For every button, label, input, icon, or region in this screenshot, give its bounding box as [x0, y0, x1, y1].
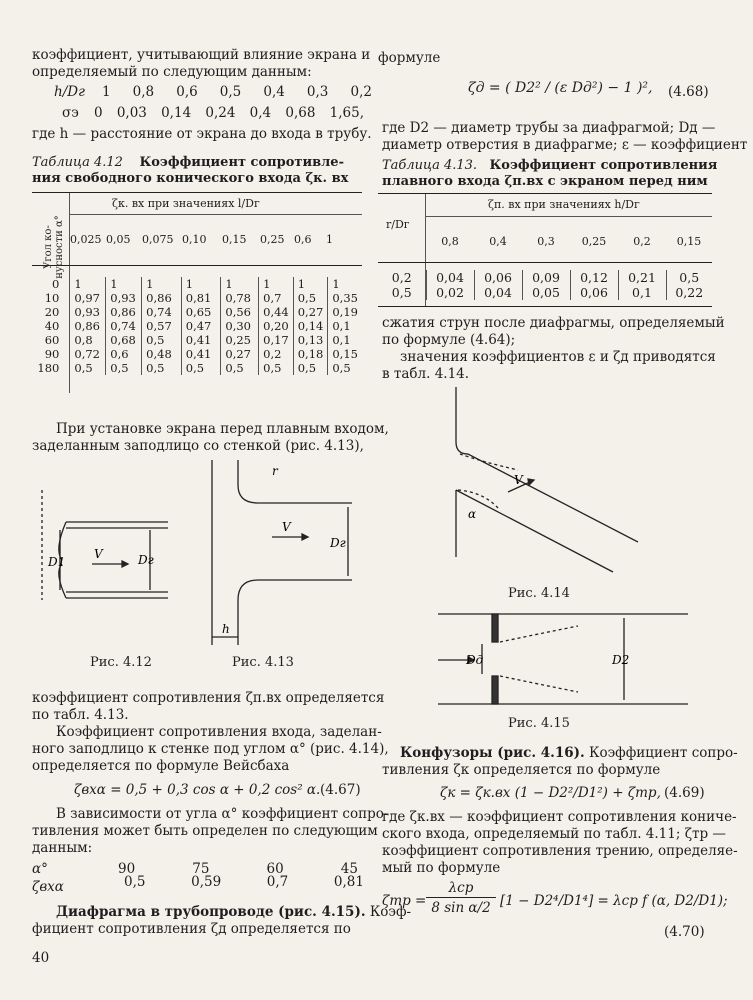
fig412-caption: Рис. 4.12 [90, 655, 152, 670]
table412-cell: 0,1 [328, 319, 362, 333]
table413-top-rule [378, 193, 712, 194]
formula-4-68-number: (4.68) [668, 84, 709, 100]
table412-cell: 0,41 [181, 333, 221, 347]
table412-angle-cell: 90 [44, 347, 60, 361]
table412-row [32, 305, 362, 319]
table412-cell: 0,8 [70, 333, 106, 347]
fig414-pipe-top [456, 442, 638, 542]
fig414-pipe-bottom [456, 490, 613, 572]
formula-4-69: ζк = ζк.вх (1 − D2²/D1²) + ζтр, [440, 785, 661, 801]
table412-cell: 0,74 [106, 319, 142, 333]
table413-cell: 0,04 [426, 270, 474, 285]
fig414-caption: Рис. 4.14 [508, 586, 570, 601]
table412-cell: 1 [70, 277, 106, 291]
table413-caption-line2 [382, 174, 708, 189]
left-para1-line2: определяемый по следующим данным: [32, 64, 312, 80]
alpha-value: 90 [118, 861, 136, 877]
h-row-label: h/Dг [54, 84, 85, 100]
left-para5-line3: данным: [32, 840, 93, 856]
table412-col-header: 1 [326, 233, 333, 246]
left-para4-line1: Коэффициент сопротивления входа, заделан- [56, 724, 382, 740]
table413-cell: 0,12 [570, 270, 618, 285]
table412-col-header: 0,15 [222, 233, 247, 246]
zeta-row-label: ζвхα [32, 879, 64, 895]
table413-bottom-rule [378, 306, 712, 307]
left-para6-line1-rest: Коэф- [369, 904, 412, 920]
fig415-dd-label: Dд [466, 653, 484, 667]
figure-4-12 [32, 480, 182, 620]
left-para6-line2: фициент сопротивления ζд определяется по [32, 921, 351, 937]
table413-caption-title2: плавного входа ζп.вх с экраном перед ним [382, 174, 708, 189]
figure-4-15 [428, 604, 698, 714]
right-para3-line2: тивления ζк определяется по формуле [382, 762, 661, 778]
table412-cell: 0,86 [70, 319, 106, 333]
table412-angle-cell: 60 [44, 333, 60, 347]
sigma-value: 0,4 [249, 105, 272, 121]
table413-cell: 0,5 [666, 270, 712, 285]
table412-cell: 0,93 [70, 305, 106, 319]
table412-row [32, 347, 362, 361]
table412-cell: 0,86 [142, 291, 182, 305]
formula-4-68: ζд = ( D2² / (ε Dд²) − 1 )², [468, 80, 653, 96]
sigma-value: 0,68 [285, 105, 316, 121]
table412-caption-line2 [32, 171, 348, 186]
sigma-row-label: σэ [62, 105, 79, 121]
table412-cell: 0,5 [70, 361, 106, 375]
table412-cell: 0,17 [259, 333, 294, 347]
table412-caption-line1 [32, 155, 344, 170]
table412-cell: 0,5 [293, 291, 328, 305]
right-para4-line2: ского входа, определяемый по табл. 4.11; ζтр — [382, 826, 726, 842]
table412-col-header: 0,075 [142, 233, 174, 246]
table413-body [378, 270, 712, 300]
fig414-v-arrowhead [528, 479, 534, 485]
table412-corner-label: Угол ко-нусности α° [43, 215, 65, 279]
table412-angle-cell: 180 [37, 361, 60, 375]
left-para5-line1: В зависимости от угла α° коэффициент сопро- [56, 806, 389, 822]
table412-cell: 1 [293, 277, 328, 291]
h-value: 0,4 [263, 84, 285, 100]
table413-row [378, 285, 712, 300]
table412-group-header: ζк. вх при значениях l/Dг [112, 197, 260, 210]
alpha-value: 75 [192, 861, 210, 877]
table413-header-row [426, 235, 712, 248]
h-value: 0,8 [132, 84, 155, 100]
alpha-row-label: α° [32, 861, 48, 877]
fig412-d1-label: D1 [48, 555, 66, 569]
table412-cell: 0,5 [221, 361, 259, 375]
formula-4-67-number: (4.67) [320, 782, 361, 798]
table412-cell: 1 [106, 277, 142, 291]
table412-cell: 0,81 [181, 291, 221, 305]
table413-cell: 0,05 [522, 285, 570, 300]
table412-cell: 0,57 [142, 319, 182, 333]
fig412-v-arrowhead [122, 561, 128, 567]
table412-group-rule [70, 214, 362, 215]
right-para2-line3: значения коэффициентов ε и ζд приводятся [400, 349, 716, 365]
table413-corner-label: r/Dг [386, 218, 410, 231]
table412-col-header: 0,025 [70, 233, 102, 246]
table413-r-cell: 0,5 [391, 285, 412, 300]
left-para3-line1: коэффициент сопротивления ζп.вх определяется [32, 690, 385, 706]
table412-angle-cell: 0 [52, 277, 60, 291]
table412-cell: 1 [328, 277, 362, 291]
table412-cell: 0,20 [259, 319, 294, 333]
table412-cell: 0,5 [293, 361, 328, 375]
table412-cell: 0,5 [142, 361, 182, 375]
h-value: 0,3 [306, 84, 329, 100]
table412-cell: 1 [259, 277, 294, 291]
fig414-flow-line-top [460, 454, 518, 470]
fig413-caption: Рис. 4.13 [232, 655, 294, 670]
fig414-alpha-label: α [468, 507, 477, 521]
h-value: 0,6 [176, 84, 198, 100]
zeta-value: 0,5 [124, 874, 146, 890]
fig415-plate-bottom [492, 676, 498, 704]
table412-cell: 0,41 [181, 347, 221, 361]
table412-cell: 0,7 [259, 291, 294, 305]
table412-cell: 0,5 [181, 361, 221, 375]
fig412-dr-label: Dг [138, 553, 154, 567]
right-para4-line4: мый по формуле [382, 860, 501, 876]
table412-cell: 0,27 [221, 347, 259, 361]
table412-header-rule [32, 265, 362, 266]
table412-cell: 0,27 [293, 305, 328, 319]
fig414-flow-line [458, 490, 498, 508]
table412-cell: 0,5 [106, 361, 142, 375]
table412-cell: 0,18 [293, 347, 328, 361]
table412-cell: 0,19 [328, 305, 362, 319]
table412-cell: 0,72 [70, 347, 106, 361]
fig413-r-label: r [272, 464, 278, 478]
table412-cell: 0,68 [106, 333, 142, 347]
h-values-row [102, 84, 372, 101]
table413-cell: 0,22 [666, 285, 712, 300]
sigma-value: 0,14 [161, 105, 192, 121]
table412-col-header: 0,05 [106, 233, 131, 246]
right-para3-line1-rest: Коэффициент сопро- [589, 745, 738, 761]
sigma-value: 0,03 [116, 105, 147, 121]
h-value: 0,2 [350, 84, 372, 100]
table413-cell: 0,1 [618, 285, 666, 300]
fig413-dr-label: Dг [330, 536, 346, 550]
right-top-word: формуле [378, 50, 441, 66]
table412-angle-cell: 10 [44, 291, 60, 305]
fig415-d2-label: D2 [612, 653, 630, 667]
fig413-v-arrowhead [302, 534, 308, 540]
left-para1-line1: коэффициент, учитывающий влияние экрана и [32, 47, 371, 63]
left-para3-line2: по табл. 4.13. [32, 707, 129, 723]
table412-row [32, 361, 362, 375]
table413-col-header: 0,4 [489, 235, 507, 248]
fig413-pipe-bottom [238, 580, 352, 600]
table412-row [32, 291, 362, 305]
figure-4-14 [438, 382, 698, 582]
table412-caption-title2: ния свободного конического входа ζк. вх [32, 171, 349, 186]
table412-cell: 0,14 [293, 319, 328, 333]
formula-4-70-number: (4.70) [664, 924, 705, 940]
table412-cell: 1 [142, 277, 182, 291]
table413-col-header: 0,15 [676, 235, 702, 248]
table412-cell: 0,35 [328, 291, 362, 305]
confusor-heading: Конфузоры (рис. 4.16). [400, 745, 585, 761]
table412-row [32, 277, 362, 291]
table413-cell: 0,09 [522, 270, 570, 285]
table413-col-header: 0,3 [537, 235, 555, 248]
table412-col-header: 0,10 [182, 233, 207, 246]
table412-top-rule [32, 192, 362, 193]
right-para4-line1: где ζк.вх — коэффициент сопротивления кониче- [382, 809, 737, 825]
table412-cell: 0,86 [106, 305, 142, 319]
table412-cell: 0,30 [221, 319, 259, 333]
table412-cell: 0,5 [142, 333, 182, 347]
fig412-v-label: V [94, 547, 103, 561]
sigma-value: 0,24 [205, 105, 236, 121]
table413-cell: 0,21 [618, 270, 666, 285]
right-para4-line3: коэффициент сопротивления трению, определяе- [382, 843, 738, 859]
table412-cell: 0,97 [70, 291, 106, 305]
table413-cell: 0,06 [570, 285, 618, 300]
table412-col-header: 0,6 [294, 233, 312, 246]
zeta-value: 0,7 [266, 874, 289, 890]
fig415-plate-top [492, 614, 498, 642]
table413-group-header: ζп. вх при значениях h/Dг [488, 198, 640, 211]
sigma-value: 1,65, [329, 105, 364, 121]
formula-4-70-numerator: λср [426, 880, 496, 898]
table412 [32, 277, 362, 375]
right-para1-line1: где D2 — диаметр трубы за диафрагмой; Dд — [382, 120, 716, 136]
table413-caption-title: Коэффициент сопротивления [489, 158, 718, 173]
table413-cell: 0,06 [474, 270, 522, 285]
table412-cell: 0,74 [142, 305, 182, 319]
table412-cell: 0,13 [293, 333, 328, 347]
right-para2-line1: сжатия струн после диафрагмы, определяемый [382, 315, 725, 331]
table412-cell: 0,5 [328, 361, 362, 375]
fig415-flow-bottom [500, 676, 578, 692]
fig414-v-label: V [514, 473, 523, 487]
table412-caption-num: Таблица 4.12 [32, 155, 123, 170]
table413-col-header: 0,2 [633, 235, 651, 248]
sigma-values-row [94, 105, 364, 122]
table412-row [32, 333, 362, 347]
left-para1-line3: где h — расстояние от экрана до входа в трубу. [32, 126, 372, 142]
zeta-value: 0,59 [191, 874, 222, 890]
table412-header-row [70, 233, 362, 246]
left-para2-line2: заделанным заподлицо со стенкой (рис. 4.13), [32, 438, 364, 454]
fig415-flow-top [500, 626, 578, 642]
table412-caption-title: Коэффициент сопротивле- [139, 155, 344, 170]
table412-cell: 0,65 [181, 305, 221, 319]
table413-row [378, 270, 712, 285]
table412-cell: 0,2 [259, 347, 294, 361]
right-para2-line2: по формуле (4.64); [382, 332, 516, 348]
zeta-values-row [124, 874, 364, 891]
h-value: 0,5 [219, 84, 242, 100]
zeta-value: 0,81 [333, 874, 364, 890]
h-value: 1 [102, 84, 111, 100]
table412-cell: 0,5 [259, 361, 294, 375]
table412-cell: 0,6 [106, 347, 142, 361]
right-para2-line4: в табл. 4.14. [382, 366, 470, 382]
right-para1-line2: диаметр отверстия в диафрагме; ε — коэффициент [382, 137, 748, 153]
table412-angle-cell: 20 [44, 305, 60, 319]
table413-group-rule [426, 216, 712, 217]
table412-cell: 0,25 [221, 333, 259, 347]
fig415-caption: Рис. 4.15 [508, 716, 570, 731]
formula-4-69-number: (4.69) [664, 785, 705, 801]
alpha-value: 45 [340, 861, 358, 877]
diaphragm-heading: Диафрагма в трубопроводе (рис. 4.15). [56, 904, 366, 920]
alpha-value: 60 [266, 861, 284, 877]
table413-cell: 0,02 [426, 285, 474, 300]
left-para6-line1 [56, 904, 411, 921]
table413 [378, 270, 712, 300]
fig413-v-label: V [282, 520, 291, 534]
left-para2-line1: При установке экрана перед плавным входом, [56, 421, 389, 437]
right-para3-line1 [400, 745, 738, 762]
fig413-h-label: h [222, 622, 230, 636]
sigma-value: 0 [94, 105, 103, 121]
table413-r-cell: 0,2 [391, 270, 412, 285]
table412-row [32, 319, 362, 333]
left-para4-line3: определяется по формуле Вейсбаха [32, 758, 290, 774]
formula-4-70-rhs: [1 − D2⁴/D1⁴] = λср f (α, D2/D1); [500, 893, 728, 909]
formula-4-67: ζвхα = 0,5 + 0,3 cos α + 0,2 cos² α. [74, 782, 321, 798]
formula-4-70-lhs: ζтр = [382, 893, 427, 909]
table413-caption-line1 [382, 158, 717, 173]
fig413-pipe-top [238, 485, 352, 503]
table412-cell: 1 [181, 277, 221, 291]
table413-header-rule [378, 262, 712, 263]
left-para5-line2: тивления может быть определен по следующим [32, 823, 378, 839]
formula-4-70-denominator: 8 sin α/2 [431, 900, 491, 916]
table413-col-header: 0,25 [581, 235, 607, 248]
table412-cell: 0,48 [142, 347, 182, 361]
table412-col-header: 0,25 [260, 233, 285, 246]
table412-cell: 0,78 [221, 291, 259, 305]
table412-angle-cell: 40 [44, 319, 60, 333]
left-para4-line2: ного заподлицо к стенке под углом α° (рис. 4.14), [32, 741, 389, 757]
table412-cell: 0,15 [328, 347, 362, 361]
table412-cell: 0,93 [106, 291, 142, 305]
table413-cell: 0,04 [474, 285, 522, 300]
table412-body [32, 277, 362, 375]
table413-caption-num: Таблица 4.13. [382, 158, 478, 173]
table412-cell: 0,47 [181, 319, 221, 333]
table412-cell: 0,1 [328, 333, 362, 347]
page-number: 40 [32, 950, 50, 966]
table412-cell: 1 [221, 277, 259, 291]
table413-col-header: 0,8 [441, 235, 459, 248]
table412-cell: 0,44 [259, 305, 294, 319]
table412-cell: 0,56 [221, 305, 259, 319]
figure-4-13 [202, 455, 362, 650]
